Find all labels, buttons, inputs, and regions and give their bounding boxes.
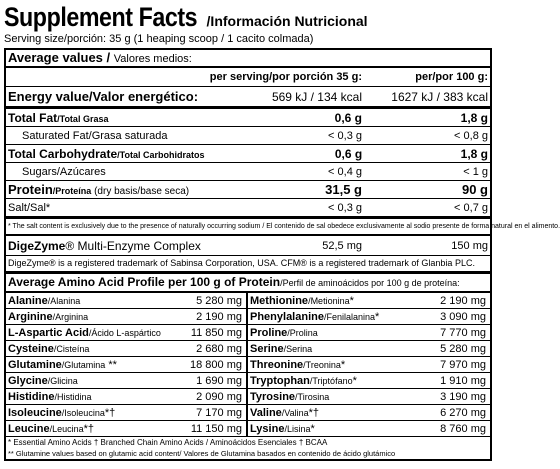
amino-acid-name-en: L-Aspartic Acid [8,326,89,339]
amino-acid-name-es: /Metionina [308,295,350,306]
amino-acid-name-en: Tyrosine [250,390,296,403]
amino-acid-name-es: /Arginina [52,311,89,322]
digezyme-desc: Multi-Enzyme Complex [74,238,201,253]
amino-acid-name [6,373,171,389]
saturated-fat-100g-value: < 0,8 g [454,129,488,142]
amino-acid-name-es: /Leucina [49,423,84,434]
label-es: /Proteína [52,186,92,196]
protein-serving-value: 31,5 g [325,182,362,197]
amino-acid-name [247,309,412,325]
amino-acid-value: 7 170 mg [171,405,247,421]
amino-acid-name [6,309,171,325]
amino-acid-value: 2 090 mg [171,389,247,405]
amino-acid-value: 3 090 mg [412,309,490,325]
amino-acid-name-en: Threonine [250,358,304,371]
sugars-row [6,163,490,181]
serving-size: Serving size/porción: 35 g (1 heaping scoop / 1 cacito colmada) [4,33,314,45]
total-fat-100g-value: 1,8 g [460,110,488,125]
label-en: Protein [8,182,53,197]
heading-es: Valores medios: [113,53,192,65]
amino-acid-value: 2 190 mg [171,309,247,325]
amino-acid-name-en: Tryptophan [250,374,310,387]
title-sub: /Información Nutricional [206,13,368,29]
amino-acid-name [6,341,171,357]
amino-acid-value: 2 680 mg [171,341,247,357]
amino-acid-name [247,389,412,405]
amino-acid-name-en: Histidine [8,390,55,403]
amino-acid-row [6,389,490,405]
amino-acid-name-en: Methionine [250,294,309,307]
amino-acid-name [247,357,412,373]
energy-row [6,87,490,109]
amino-acid-mark: *† [83,422,95,435]
amino-acid-name [247,325,412,341]
salt-label: Salt/Sal* [8,201,51,214]
energy-serving-value: 569 kJ / 134 kcal [271,89,362,104]
amino-acid-name-en: Glycine [8,374,48,387]
salt-footnote: * The salt content is exclusively due to the presence of naturally occurring sodium / El contenido de sal obedece exclusivamente al sodio presente de forma natural en el alimento. [6,219,490,236]
amino-acid-name [6,405,171,421]
label-es: /Total Grasa [57,113,109,124]
digezyme-name: DigeZyme [8,238,66,253]
amino-acid-row [6,341,490,357]
amino-acid-value: 7 770 mg [412,325,490,341]
digezyme-serving-value: 52,5 mg [322,239,362,252]
amino-acid-mark: * [375,310,380,323]
energy-100g-value: 1627 kJ / 383 kcal [391,89,488,104]
amino-acid-value: 2 190 mg [412,293,490,309]
amino-acid-mark: * [340,358,346,371]
amino-acid-name-en: Phenylalanine [250,310,324,323]
amino-acid-name-en: Serine [250,342,284,355]
amino-acid-name [247,341,412,357]
total-fat-serving-value: 0,6 g [334,110,362,125]
label-extra: (dry basis/base seca) [91,186,190,197]
protein-label [6,182,204,197]
amino-acid-row [6,405,490,421]
column-header-row [6,68,490,87]
amino-acid-name-es: /Glicina [47,375,78,386]
protein-100g-value: 90 g [461,182,488,197]
total-fat-label [6,111,204,125]
amino-acid-mark: * [310,422,315,435]
amino-acid-name-en: Isoleucine [8,406,62,419]
amino-acid-value: 7 970 mg [412,357,490,373]
amino-acid-name-en: Glutamine [8,358,62,371]
amino-acid-name [6,421,171,437]
amino-acid-table [6,293,490,437]
amino-acid-value: 1 910 mg [412,373,490,389]
amino-acid-value: 6 270 mg [412,405,490,421]
amino-acid-name-en: Arginine [8,310,53,323]
amino-acid-name-es: /Serina [283,343,313,354]
amino-acid-name [6,325,171,341]
sugars-100g-value: < 1 g [463,165,488,178]
amino-acid-name-es: /Valina [281,407,309,418]
essential-footnote: * Essential Amino Acids † Branched Chain Amino Acids / Aminoácidos Esenciales † BCAA [8,438,328,447]
label-en: Total Carbohydrate [8,146,118,161]
supplement-facts-panel [4,2,560,461]
amino-acid-name-es: /Ácido L-aspártico [88,327,161,338]
amino-acid-value: 11 150 mg [171,421,247,437]
amino-acid-name-en: Proline [250,326,288,339]
saturated-fat-row [6,127,490,145]
amino-acid-name [247,405,412,421]
amino-acid-name-es: /Glutamina [61,359,106,370]
amino-acid-name-en: Lysine [250,422,285,435]
amino-acid-name-es: /Fenilalanina [323,311,376,322]
amino-acid-row [6,421,490,437]
amino-acid-name-en: Cysteine [8,342,54,355]
title-main: Supplement Facts [4,2,198,32]
amino-heading-es: /Perfil de aminoácidos por 100 g de proteína: [280,278,460,288]
amino-acid-value: 3 190 mg [412,389,490,405]
amino-acid-name-es: /Triptófano [309,375,353,386]
amino-acid-value: 1 690 mg [171,373,247,389]
amino-acid-row [6,293,490,309]
amino-acid-value: 18 800 mg [171,357,247,373]
amino-acid-mark: ** [105,358,117,371]
salt-serving-value: < 0,3 g [328,201,362,214]
amino-acid-mark: * [352,374,357,387]
amino-acid-row [6,373,490,389]
amino-heading-en: Average Amino Acid Profile per 100 g of Protein [8,275,281,289]
label-es: /Total Carbohidratos [117,149,205,160]
total-fat-row [6,109,490,127]
amino-acid-name [247,293,412,309]
column-header-serving: per serving/por porción 35 g: [209,71,362,83]
amino-acid-name-es: /Cisteína [53,343,90,354]
amino-acid-name [247,373,412,389]
amino-acid-name-es: /Histidina [54,391,92,402]
digezyme-row [6,236,490,256]
amino-acid-name-es: /Isoleucina [61,407,105,418]
amino-acid-name-en: Alanine [8,294,48,307]
saturated-fat-label: Saturated Fat/Grasa saturada [22,129,168,142]
amino-acid-row [6,357,490,373]
protein-row [6,181,490,199]
amino-acid-value: 8 760 mg [412,421,490,437]
digezyme-100g-value: 150 mg [451,239,488,252]
amino-acid-name-es: /Tirosina [295,391,330,402]
panel-title [4,2,492,32]
amino-acid-name-es: /Treonina [303,359,341,370]
energy-label: Energy value/Valor energético: [8,89,199,104]
trademark-note: DigeZyme® is a registered trademark of Sabinsa Corporation, USA. CFM® is a registered trademark of Glanbia PLC. [6,256,490,274]
digezyme-label [6,239,204,253]
sugars-label: Sugars/Azúcares [22,165,106,178]
carbohydrate-row [6,145,490,163]
amino-acid-name [247,421,412,437]
heading-en: Average values / [8,50,111,65]
amino-acid-name [6,389,171,405]
amino-acid-name [6,293,171,309]
glutamine-footnote: ** Glutamine values based on glutamic acid content/ Valores de Glutamina basados en contenido de ácido glutámico [8,449,396,458]
amino-acid-name-es: /Lisina [284,423,311,434]
carbohydrate-serving-value: 0,6 g [334,146,363,161]
amino-acid-value: 5 280 mg [171,293,247,309]
column-header-100g: per/por 100 g: [415,71,488,83]
amino-acid-heading [6,274,490,293]
amino-acid-name [6,357,171,373]
sugars-serving-value: < 0,4 g [328,165,362,178]
salt-row [6,199,490,219]
salt-100g-value: < 0,7 g [454,201,488,214]
amino-acid-value: 11 850 mg [171,325,247,341]
amino-acid-row [6,309,490,325]
carbohydrate-100g-value: 1,8 g [460,146,488,161]
amino-acid-name-en: Valine [250,406,282,419]
carbohydrate-label [6,147,204,161]
amino-acid-row [6,325,490,341]
amino-acid-mark: *† [104,406,116,419]
amino-acid-name-en: Leucine [8,422,50,435]
average-values-box [4,48,560,461]
amino-acid-value: 5 280 mg [412,341,490,357]
amino-acid-mark: * [349,294,354,307]
digezyme-reg-mark: ® [65,238,75,253]
amino-acid-name-es: /Prolina [287,327,318,338]
saturated-fat-serving-value: < 0,3 g [328,129,362,142]
average-values-heading [6,50,490,68]
amino-acid-name-es: /Alanina [47,295,81,306]
amino-acid-mark: *† [308,406,320,419]
label-en: Total Fat [8,110,58,125]
